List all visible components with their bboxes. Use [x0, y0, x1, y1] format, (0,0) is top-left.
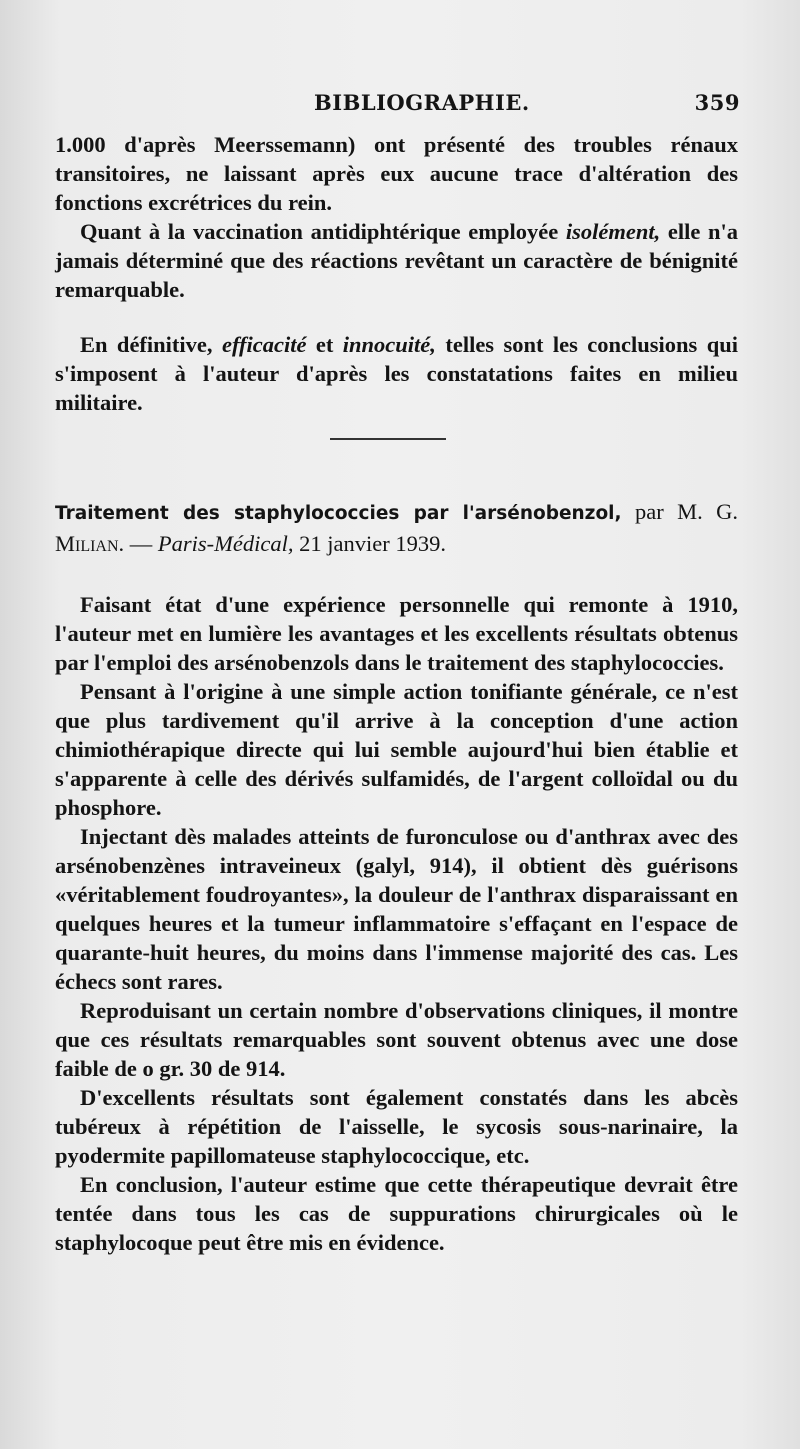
page-number: 359	[694, 90, 740, 115]
text-run: En définitive,	[80, 332, 222, 357]
section-review	[55, 590, 738, 1257]
publication-date: 21 janvier 1939.	[293, 531, 446, 556]
paragraph: Faisant état d'une expérience personnelle qui remonte à 1910, l'auteur met en lumière les avantages et les excellents résultats obtenus par l'emploi des arsénobenzols dans le traitement des staphylococcies.	[55, 592, 738, 675]
paragraph	[55, 330, 738, 417]
paragraph: Reproduisant un certain nombre d'observations cliniques, il montre que ces résultats remarquables sont souvent obtenus avec une dose faible de o gr. 30 de 914.	[55, 998, 738, 1081]
text-run: et	[306, 332, 343, 357]
text-run: elle n'a jamais déterminé que des réactions revêtant un caractère de bénignité remarquable.	[55, 219, 739, 302]
emphasis: innocuité,	[342, 332, 436, 357]
running-header	[300, 90, 740, 120]
section-top	[55, 130, 738, 417]
paragraph: Injectant dès malades atteints de furonculose ou d'anthrax avec des arsénobenzènes intraveineux (galyl, 914), il obtient dès guérisons «véritablement foudroyantes», la douleur de l'anthrax disparaissant en quelques heures et la tumeur inflammatoire s'effaçant en l'espace de quarante-huit heures, du moins dans l'immense majorité des cas. Les échecs sont rares.	[55, 824, 738, 994]
paragraph: 1.000 d'après Meerssemann) ont présenté des troubles rénaux transitoires, ne laissant après eux aucune trace d'altération des fonctions excrétrices du rein.	[55, 132, 738, 215]
text-run: telles sont les conclusions qui s'imposent à l'auteur d'après les constatations faites en milieu militaire.	[55, 332, 738, 415]
paragraph: Pensant à l'origine à une simple action tonifiante générale, ce n'est que plus tardivement qu'il arrive à la conception d'une action chimiothérapique directe qui lui semble aujourd'hui bien établie et s'apparente à celle des dérivés sulfamidés, de l'argent colloïdal ou du phosphore.	[55, 679, 738, 820]
article-citation	[55, 497, 738, 559]
article-title: Traitement des staphylococcies par l'arsénobenzol,	[55, 503, 622, 524]
header-title: BIBLIOGRAPHIE.	[314, 90, 530, 115]
emphasis: isolément,	[565, 219, 661, 244]
author-name: Milian	[55, 531, 119, 556]
text-run: Quant à la vaccination antidiphtérique employée	[80, 219, 566, 244]
paragraph: D'excellents résultats sont également constatés dans les abcès tubéreux à répétition de l'aisselle, le sycosis sous-narinaire, la pyodermite papillomateuse staphylococcique, etc.	[55, 1085, 738, 1168]
journal-name: Paris-Médical,	[157, 531, 294, 556]
section-divider	[330, 438, 446, 440]
byline: par M. G.	[621, 499, 738, 524]
emphasis: efficacité	[221, 332, 307, 357]
paragraph	[55, 217, 738, 304]
separator: . —	[118, 531, 158, 556]
paragraph: En conclusion, l'auteur estime que cette thérapeutique devrait être tentée dans tous les cas de suppurations chirurgicales où le staphylocoque peut être mis en évidence.	[55, 1172, 738, 1255]
